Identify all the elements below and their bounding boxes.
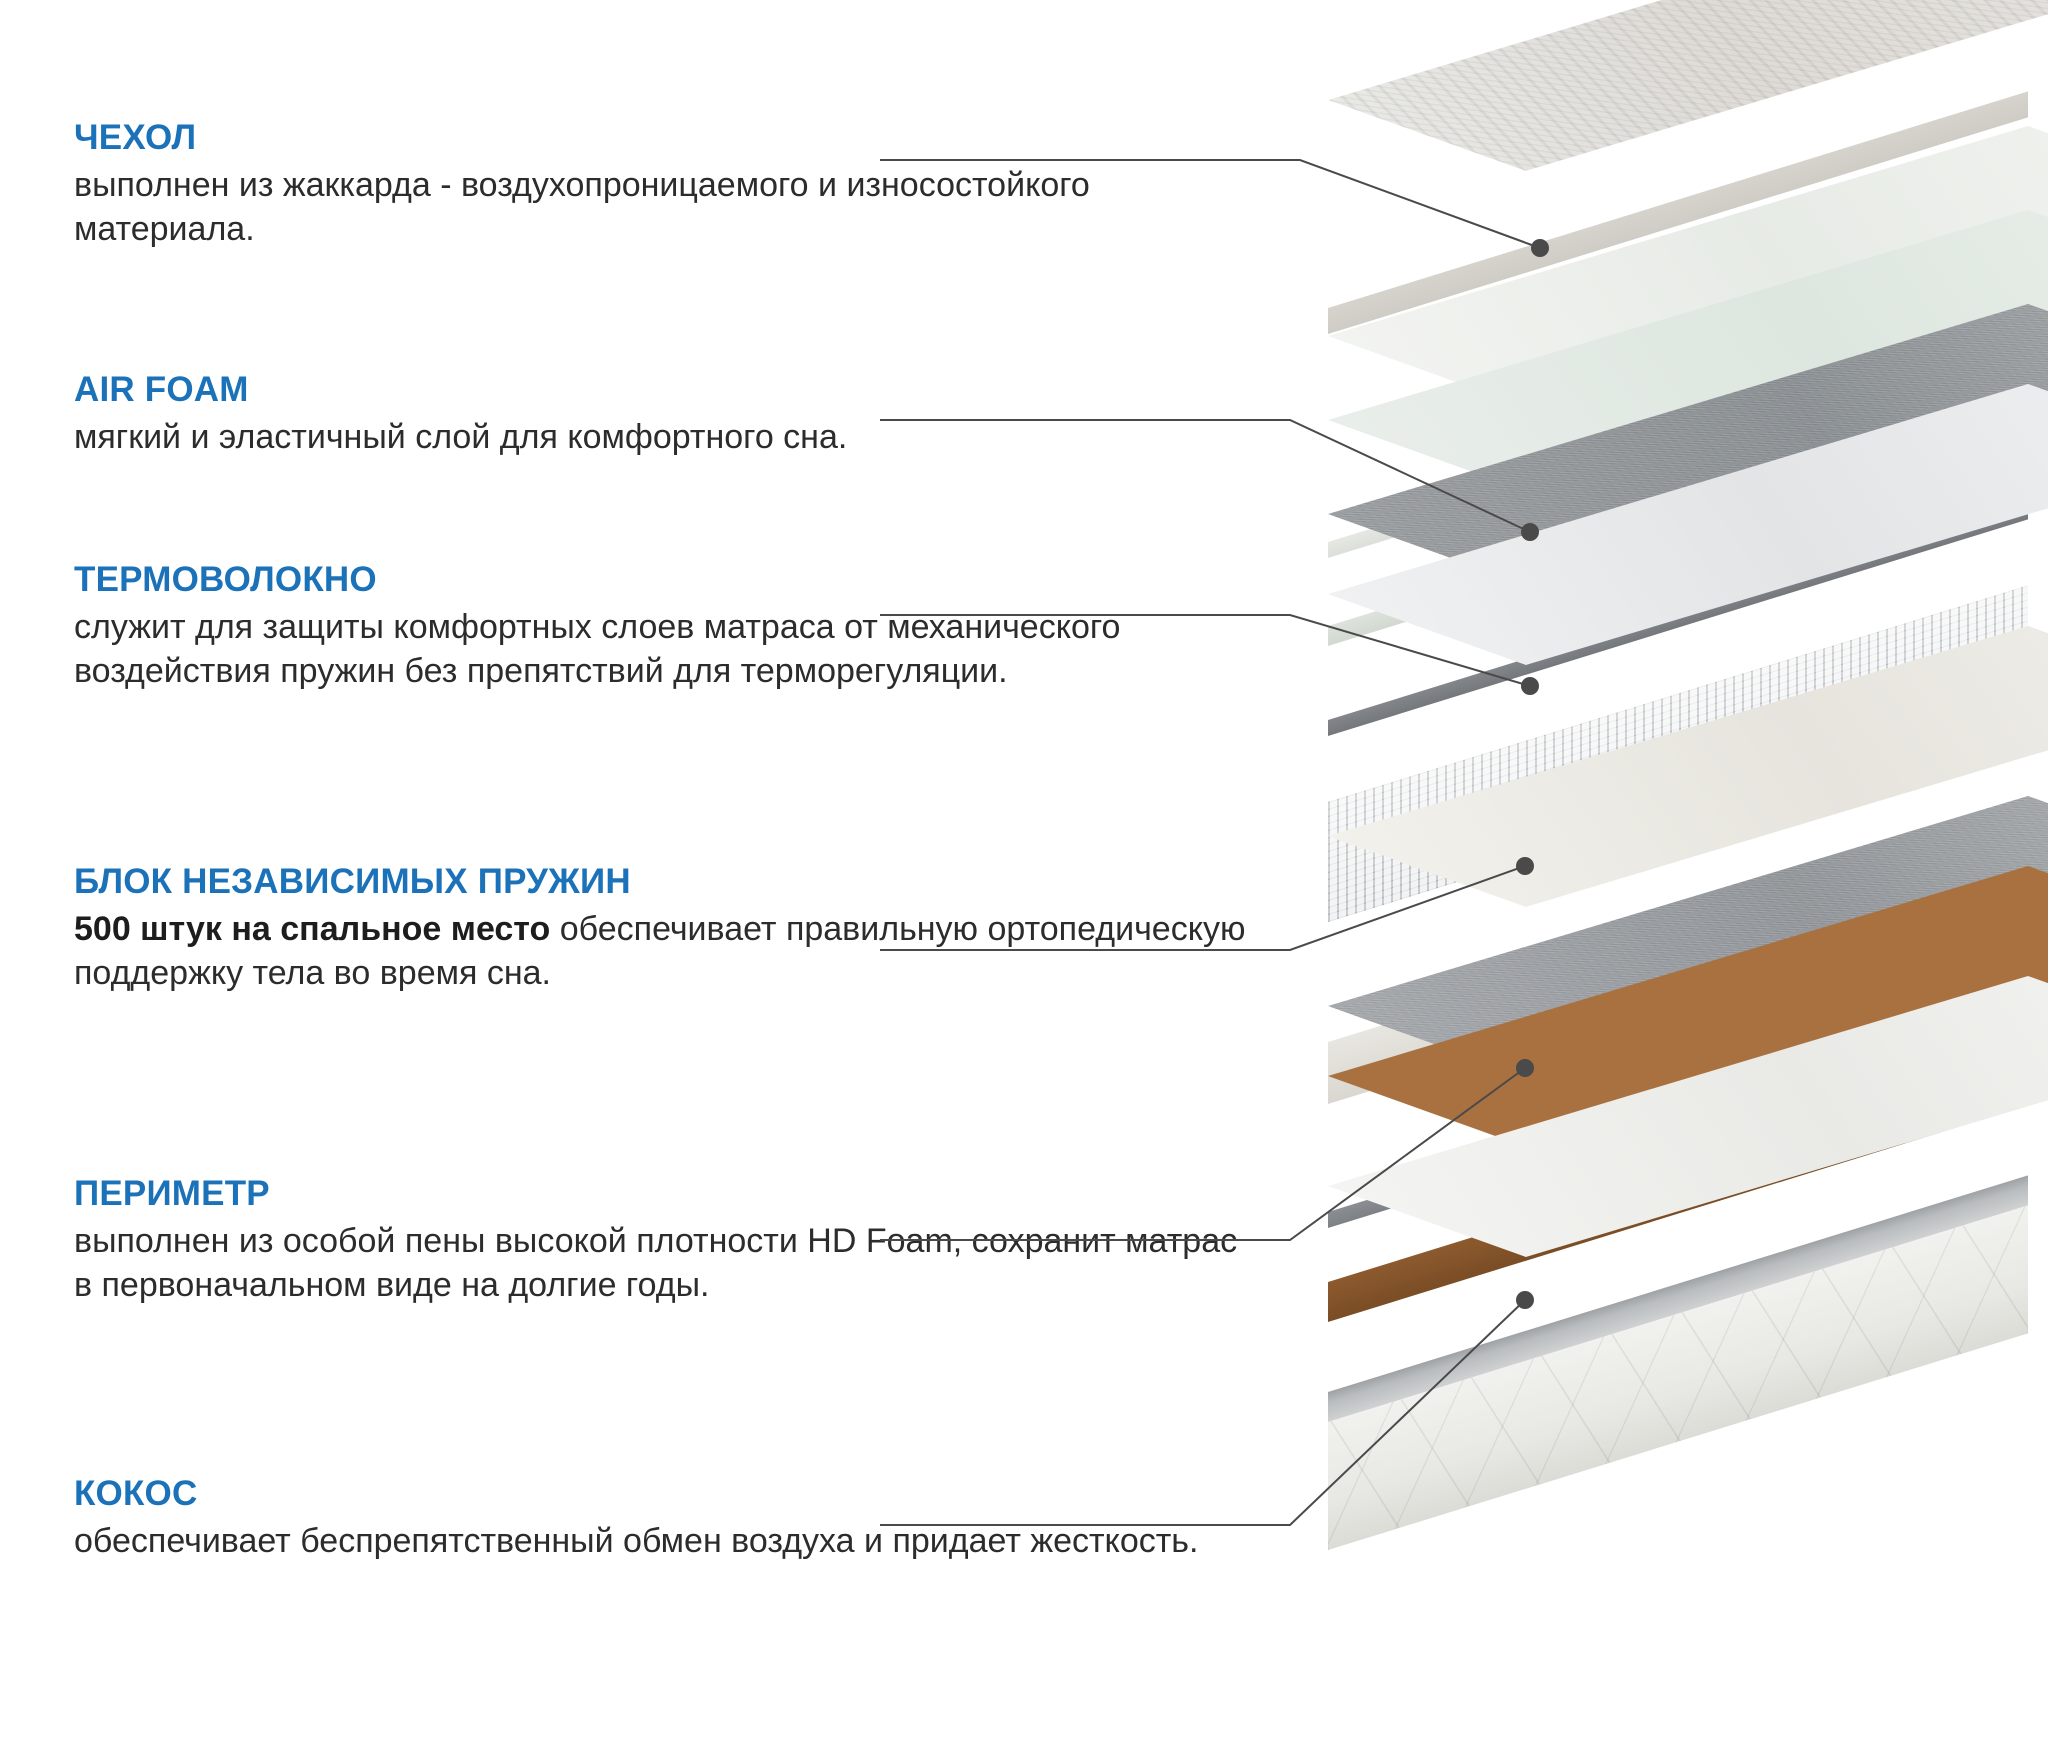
callout-perimeter [74, 1174, 1254, 1308]
callout-perimeter-title: ПЕРИМЕТР [74, 1174, 270, 1213]
callout-air-foam [74, 370, 1254, 459]
mattress-exploded-stack [1168, 0, 2048, 1757]
callout-air-foam-text: мягкий и эластичный слой для комфортного сна. [74, 418, 848, 457]
callout-coco-title: КОКОС [74, 1474, 198, 1513]
callout-coco [74, 1474, 1254, 1563]
layer-base-cover [1328, 1180, 2048, 1580]
layer-cover-top [1328, 0, 2048, 171]
callout-thermo [74, 560, 1254, 694]
callout-air-foam-title: AIR FOAM [74, 370, 249, 409]
callout-perimeter-text: выполнен из особой пены высокой плотности HD Foam, сохранит матрас в первоначальном виде на долгие годы. [74, 1222, 1238, 1305]
callout-springs [74, 862, 1254, 996]
callout-cover-text: выполнен из жаккарда - воздухопроницаемого и износостойкого материала. [74, 166, 1090, 249]
callout-thermo-text: служит для защиты комфортных слоев матраса от механического воздействия пружин без препятствий для терморегуляции. [74, 608, 1121, 691]
callout-springs-rest: обеспечивает правильную ортопедическую поддержку тела во время сна. [74, 910, 1246, 993]
callout-springs-text [74, 907, 1254, 995]
callout-springs-title: БЛОК НЕЗАВИСИМЫХ ПРУЖИН [74, 862, 631, 901]
callout-cover-title: ЧЕХОЛ [74, 118, 197, 157]
callout-coco-text: обеспечивает беспрепятственный обмен воздуха и придает жесткость. [74, 1522, 1199, 1561]
callout-cover [74, 118, 1254, 252]
callout-springs-highlight: 500 штук на спальное место [74, 910, 551, 949]
callout-thermo-title: ТЕРМОВОЛОКНО [74, 560, 377, 599]
